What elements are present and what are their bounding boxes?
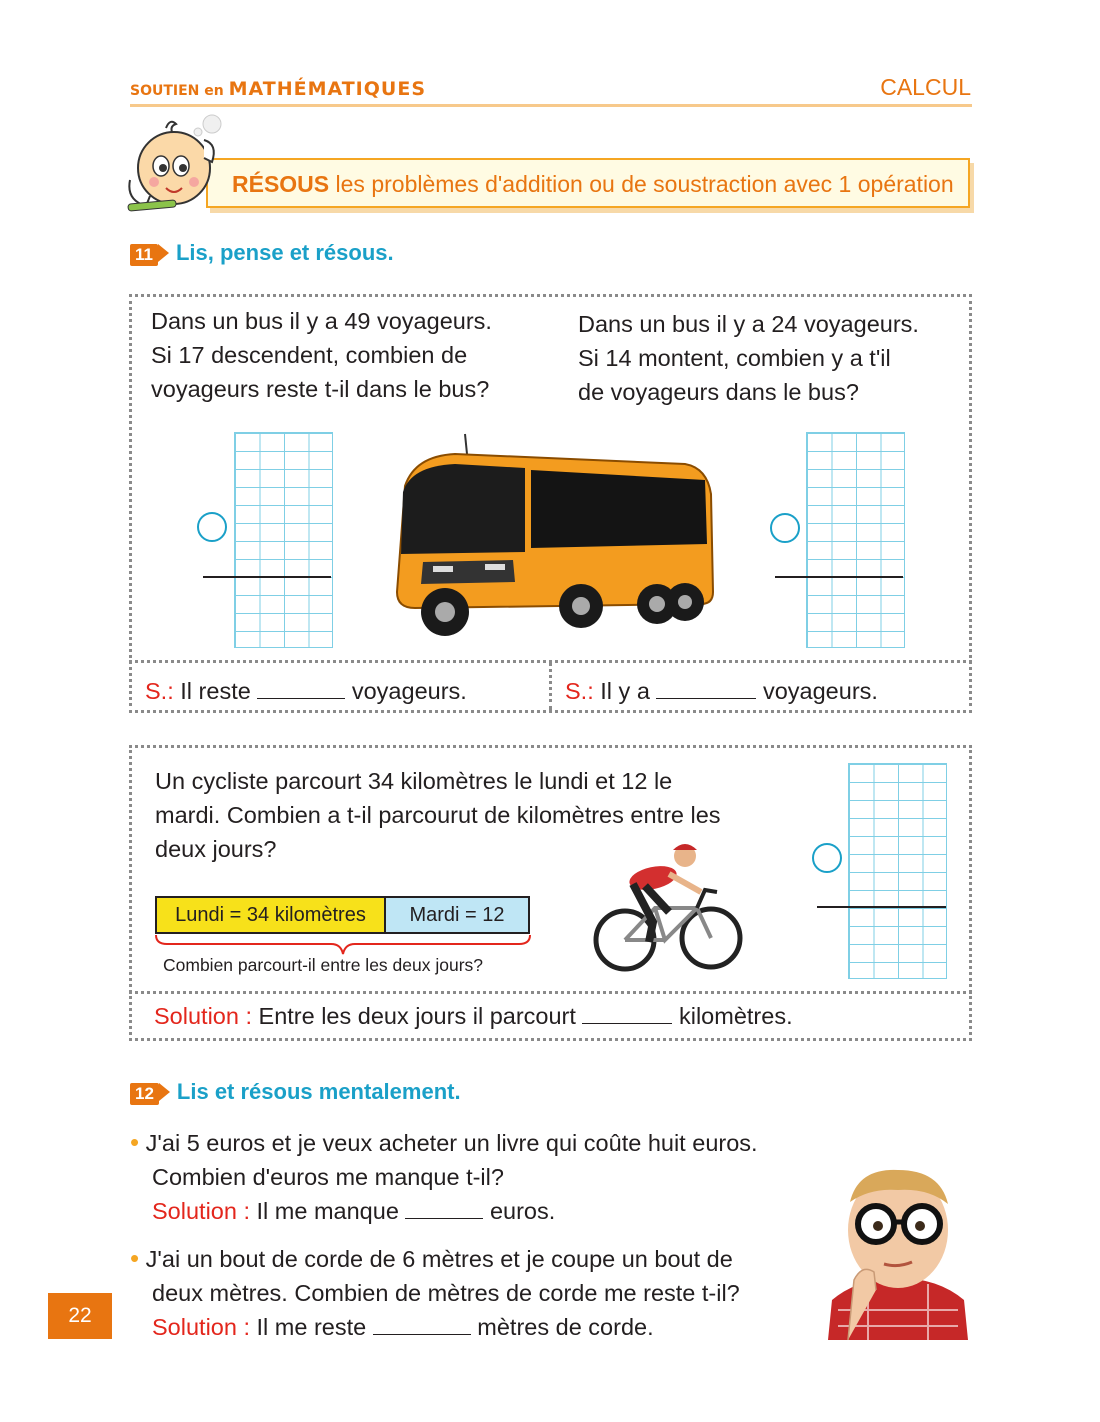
mascot-thinking-illustration	[124, 110, 224, 220]
brace-label: Combien parcourt-il entre les deux jours?	[163, 955, 484, 975]
text-line: deux mètres. Combien de mètres de corde me reste t-il?	[152, 1280, 740, 1306]
brace-icon	[155, 934, 531, 956]
bullet-icon: •	[130, 1243, 140, 1273]
solution-text-before: Entre les deux jours il parcourt	[258, 1003, 576, 1029]
answer-blank[interactable]	[582, 1022, 672, 1024]
section-11-title: Lis, pense et résous.	[175, 240, 394, 265]
header-divider	[130, 104, 972, 107]
bullet-icon: •	[130, 1127, 140, 1157]
answer-prefix: S.:	[565, 678, 594, 704]
text-line: voyageurs reste t-il dans le bus?	[151, 376, 490, 402]
bar-lundi: Lundi = 34 kilomètres	[155, 896, 386, 934]
bus-answer-2	[565, 674, 878, 708]
answer-blank[interactable]	[373, 1333, 471, 1335]
solution-text-after: mètres de corde.	[477, 1314, 654, 1340]
text-line: Dans un bus il y a 49 voyageurs.	[151, 308, 492, 334]
answer-blank[interactable]	[405, 1217, 483, 1219]
solution-text-after: kilomètres.	[678, 1003, 793, 1029]
text-line: deux jours?	[155, 836, 277, 862]
mental-problem-1	[130, 1125, 758, 1228]
header-brand	[130, 78, 426, 100]
text-line: de voyageurs dans le bus?	[578, 379, 859, 405]
banner-rest: les problèmes d'addition ou de soustraction avec 1 opération	[329, 171, 954, 197]
bus-illustration	[385, 432, 718, 648]
section-12-title: Lis et résous mentalement.	[176, 1079, 461, 1104]
answer-text-after: voyageurs.	[762, 678, 878, 704]
banner-bold: RÉSOUS	[232, 171, 330, 197]
bar-mardi: Mardi = 12	[384, 896, 530, 934]
instruction-banner	[206, 158, 970, 208]
text-line: Dans un bus il y a 24 voyageurs.	[578, 311, 919, 337]
calculation-grid-3[interactable]	[848, 763, 947, 979]
section-11-heading	[130, 240, 394, 266]
solution-text-before: Il me manque	[256, 1198, 399, 1224]
section-11-number: 11	[130, 244, 158, 266]
text-line: Si 14 montent, combien y a t'il	[578, 345, 891, 371]
operation-sign-circle[interactable]	[812, 843, 842, 873]
calculation-grid-2[interactable]	[806, 432, 905, 648]
solution-label: Solution :	[154, 1003, 252, 1029]
header-section: CALCUL	[880, 74, 971, 100]
page-number: 22	[48, 1293, 112, 1339]
operation-sign-circle[interactable]	[197, 512, 227, 542]
cyclist-solution	[154, 999, 793, 1033]
answer-prefix: S.:	[145, 678, 174, 704]
result-line	[775, 576, 903, 578]
text-line: Combien d'euros me manque t-il?	[152, 1164, 504, 1190]
banner-text	[232, 171, 954, 198]
operation-sign-circle[interactable]	[770, 513, 800, 543]
text-line: Un cycliste parcourt 34 kilomètres le lundi et 12 le	[155, 768, 673, 794]
answer-text-after: voyageurs.	[351, 678, 467, 704]
answer-text-before: Il reste	[180, 678, 251, 704]
text-line: mardi. Combien a t-il parcourut de kilomètres entre les	[155, 802, 721, 828]
header-soutien: SOUTIEN en	[130, 83, 224, 99]
mental-solution-1	[130, 1194, 758, 1228]
mental-solution-2	[130, 1310, 740, 1344]
solution-text-before: Il me reste	[256, 1314, 367, 1340]
result-line	[817, 906, 946, 908]
bus-problem-2-text	[578, 307, 968, 409]
answer-blank[interactable]	[656, 697, 756, 699]
mental-problem-2	[130, 1241, 740, 1344]
solution-label: Solution :	[152, 1314, 250, 1340]
bus-answer-1	[145, 674, 467, 708]
section-arrow-icon	[158, 244, 169, 262]
bus-answers-separator	[549, 662, 552, 710]
cyclist-illustration	[593, 838, 743, 973]
answer-text-before: Il y a	[600, 678, 650, 704]
section-12-heading	[130, 1079, 461, 1105]
cyclist-answer-divider	[129, 991, 972, 994]
section-arrow-icon	[159, 1083, 170, 1101]
section-12-number: 12	[130, 1083, 159, 1105]
solution-text-after: euros.	[489, 1198, 556, 1224]
thinking-boy-illustration	[818, 1160, 978, 1340]
answer-blank[interactable]	[257, 697, 345, 699]
header-mathematiques: MATHÉMATIQUES	[228, 78, 426, 100]
text-line: J'ai 5 euros et je veux acheter un livre qui coûte huit euros.	[145, 1130, 758, 1156]
solution-label: Solution :	[152, 1198, 250, 1224]
text-line: Si 17 descendent, combien de	[151, 342, 468, 368]
calculation-grid-1[interactable]	[234, 432, 333, 648]
text-line: J'ai un bout de corde de 6 mètres et je coupe un bout de	[145, 1246, 733, 1272]
result-line	[203, 576, 331, 578]
bus-problem-1-text	[151, 304, 541, 406]
